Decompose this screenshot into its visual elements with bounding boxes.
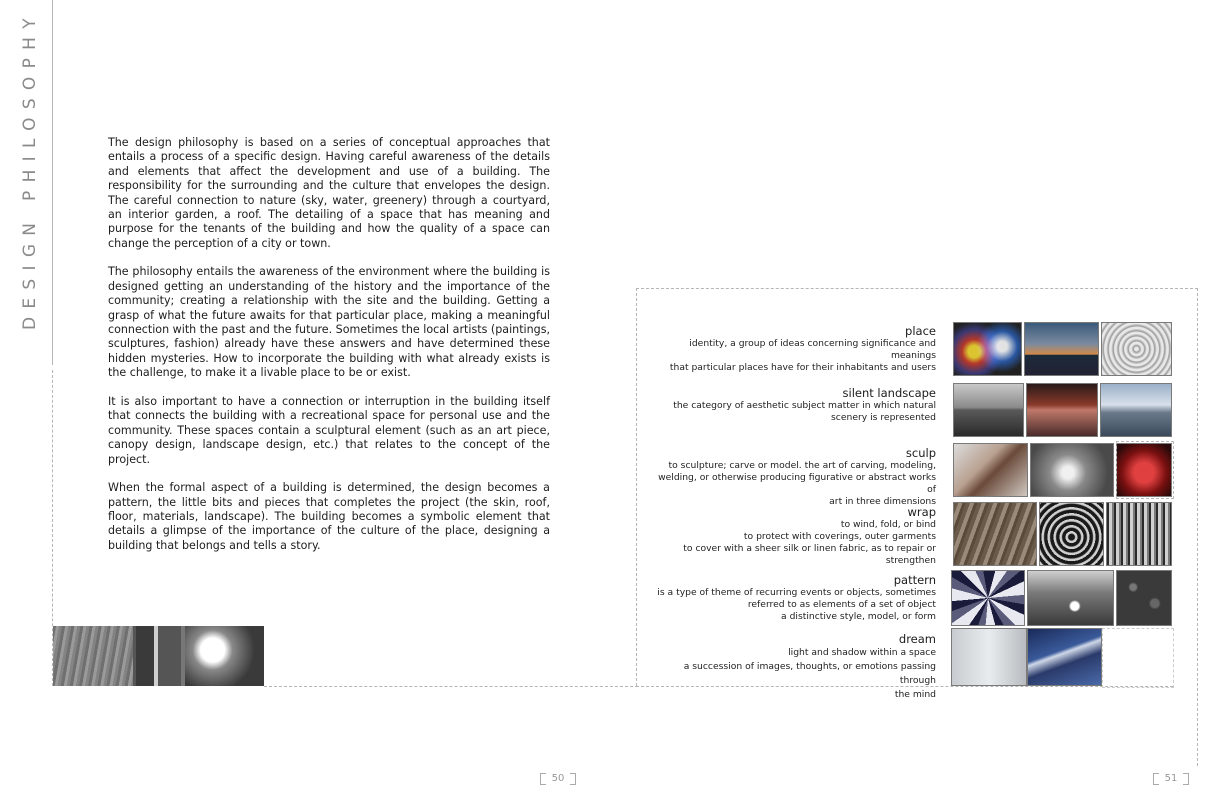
pattern-photo-1 <box>951 570 1025 626</box>
concept-term: silent landscape <box>842 386 936 400</box>
sculp-frame <box>1116 441 1174 499</box>
bottom-rule-left <box>264 686 638 687</box>
concept-silent-landscape <box>648 386 936 424</box>
spine-title: DESIGN PHILOSOPHY <box>20 10 40 330</box>
concept-term: sculp <box>905 446 936 460</box>
corridor-photo <box>136 626 181 686</box>
concept-definition-line: to sculpture; carve or model. the art of carving, modeling, <box>668 460 936 471</box>
concept-term: pattern <box>893 573 936 587</box>
concept-definition-line: that particular places have for their inhabitants and users <box>669 362 936 373</box>
concept-definition-line: light and shadow within a space <box>788 647 936 658</box>
sculp-photo-2 <box>1030 443 1114 497</box>
dream-frame <box>1102 628 1174 688</box>
concept-definition-line: to protect with coverings, outer garments <box>743 531 936 542</box>
photo-strip <box>53 626 264 686</box>
paragraph-4: When the formal aspect of a building is determined, the design becomes a pattern, the little bits and pieces that completes the project (the skin, roof, floor, materials, landscape). The building becomes a symbolic element that details a glimpse of the importance of the culture of the place, designing a building that belongs and tells a story. <box>108 481 550 552</box>
concept-term: place <box>905 324 936 338</box>
wrap-photo-3 <box>1106 502 1172 566</box>
concept-term: wrap <box>907 505 936 519</box>
page-number-right <box>1153 772 1189 786</box>
wrap-photo-2 <box>1039 502 1104 566</box>
place-photo-2 <box>1024 322 1099 376</box>
place-photo-1 <box>953 322 1022 376</box>
wood-wall-photo <box>53 626 133 686</box>
page-number-text: 50 <box>551 773 565 784</box>
paragraph-3: It is also important to have a connection or interruption in the building itself that connects the building with a recreational space for personal use and the community. These spaces contain a sculptural element (such as an art piece, canopy design, landscape design, etc.) that relates to the concept of the project. <box>108 394 550 466</box>
frame-right <box>1197 288 1198 766</box>
place-photo-3 <box>1101 322 1172 376</box>
silent-landscape-photo-3 <box>1100 383 1172 437</box>
concept-definition-line: the mind <box>894 689 936 700</box>
concept-definition-line: is a type of theme of recurring events or objects, sometimes <box>657 587 936 598</box>
concept-pattern <box>648 573 936 623</box>
page-number-text: 51 <box>1164 773 1178 784</box>
concept-definition-line: referred to as elements of a set of object <box>747 599 936 610</box>
pattern-photo-3 <box>1116 570 1172 626</box>
silent-landscape-photo-1 <box>953 383 1024 437</box>
concept-definition-line: a distinctive style, model, or form <box>781 611 936 622</box>
concept-definition-line: the category of aesthetic subject matter in which natural <box>673 400 936 411</box>
concept-definition-line: identity, a group of ideas concerning significance and meanings <box>689 338 936 361</box>
concept-definition-line: welding, or otherwise producing figurative or abstract works of <box>658 472 936 495</box>
concept-definition-line: to cover with a sheer silk or linen fabric, as to repair or <box>683 543 936 554</box>
concept-place <box>648 324 936 374</box>
concept-dream <box>648 632 936 702</box>
concept-definition-line: scenery is represented <box>831 412 936 423</box>
paragraph-2: The philosophy entails the awareness of the environment where the building is designed getting an understanding of the history and the importance of the community; creating a relationship with the site and the building. Getting a grasp of what the future awaits for that particular place, making a meaningful connection with the past and the future. Sometimes the local artists (paintings, sculptures, fashion) already have these answers and have determined these hidden mysteries. How to incorporate the building with what already exists is the challenge, to make it a livable place to be or exist. <box>108 265 550 380</box>
dream-photo-1 <box>951 628 1027 686</box>
philosophy-text <box>108 136 550 567</box>
concept-definition-line: art in three dimensions <box>829 496 936 507</box>
concept-term: dream <box>898 632 936 646</box>
silent-landscape-photo-2 <box>1026 383 1098 437</box>
dream-photo-2 <box>1027 628 1102 686</box>
concept-definition-line: strengthen <box>885 555 936 566</box>
frame-top <box>636 288 1198 289</box>
paragraph-1: The design philosophy is based on a series of conceptual approaches that entails a process of a specific design. Having careful awareness of the details and elements that affect the development and use of a building. The responsibility for the surrounding and the culture that envelopes the design. The careful connection to nature (sky, water, greenery) through a courtyard, an interior garden, a roof. The detailing of a space that has meaning and purpose for the tenants of the building and how the quality of a space can change the perception of a city or town. <box>108 136 550 250</box>
concept-wrap <box>648 505 936 567</box>
page-number-left <box>540 772 576 786</box>
concept-definition-line: a succession of images, thoughts, or emotions passing through <box>683 661 936 686</box>
sculp-photo-1 <box>953 443 1028 497</box>
wrap-photo-1 <box>953 502 1037 566</box>
concept-sculp <box>648 446 936 508</box>
spine-rule <box>52 0 53 365</box>
pattern-photo-2 <box>1027 570 1114 626</box>
frame-left <box>636 288 637 686</box>
oculus-photo <box>185 626 264 686</box>
concept-definition-line: to wind, fold, or bind <box>840 519 936 530</box>
